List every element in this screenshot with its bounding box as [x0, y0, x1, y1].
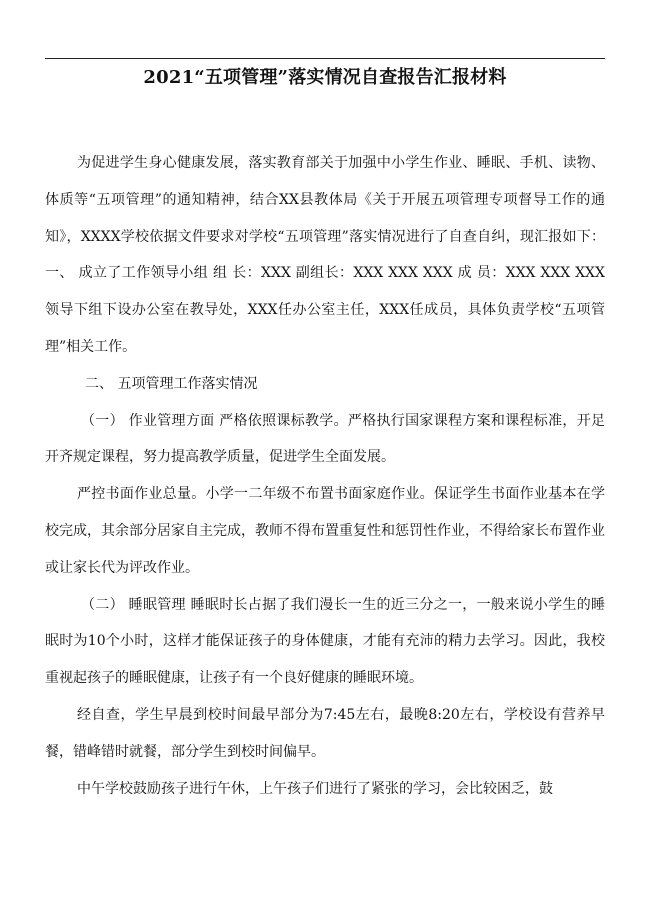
section-heading-two: 二、 五项管理工作落实情况: [85, 375, 258, 392]
paragraph-homework-limits: 严控书面作业总量。小学一二年级不布置书面家庭作业。保证学生书面作业基本在学校完成，其余部分居家自主完成，教师不得布置重复性和惩罚性作业，不得给家长布置作业或让家长代为评改作业。: [45, 486, 605, 576]
paragraph-intro: 为促进学生身心健康发展，落实教育部关于加强中小学生作业、睡眠、手机、读物、体质等“五项管理”的通知精神，结合XX县教体局《关于开展五项管理专项督导工作的通知》，XXXX学校依据文件要求对学校“五项管理”落实情况进行了自查自纠，现汇报如下： 一、 成立了工作领导小组 组 长：XXX 副组长：XXX XXX XXX 成 员：XXX XXX XXX 领导下组下设办公室在教导处，XXX任办公室主任，XXX任成员，具体负责学校“五项管理”相关工作。: [45, 155, 605, 355]
document-body: [45, 145, 605, 807]
paragraph-nap: 中午学校鼓励孩子进行午休，上午孩子们进行了紧张的学习，会比较困乏，鼓: [77, 780, 553, 797]
document-title: 2021“五项管理”落实情况自查报告汇报材料: [143, 67, 507, 88]
paragraph-homework-management: （一） 作业管理方面 严格依照课标教学。严格执行国家课程方案和课程标准，开足开齐规定课程，努力提高教学质量，促进学生全面发展。: [45, 412, 605, 466]
paragraph-sleep-management: （二） 睡眠管理 睡眠时长占据了我们漫长一生的近三分之一，一般来说小学生的睡眠时为10个小时，这样才能保证孩子的身体健康，才能有充沛的精力去学习。因此，我校重视起孩子的睡眠健康，让孩子有一个良好健康的睡眠环境。: [45, 596, 605, 687]
header-rule: [45, 58, 605, 59]
paragraph-self-check: 经自查，学生早晨到校时间最早部分为7:45左右，最晚8:20左右，学校设有营养早餐，错峰错时就餐，部分学生到校时间偏早。: [45, 706, 605, 760]
